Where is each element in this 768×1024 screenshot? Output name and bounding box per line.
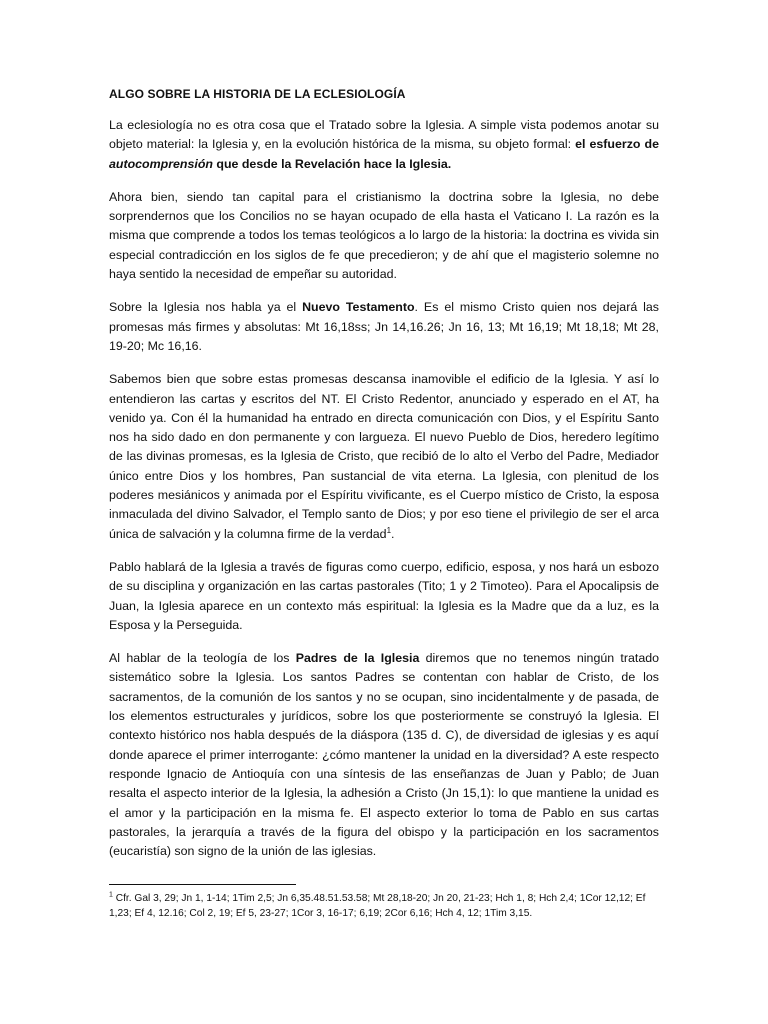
footnote xyxy=(109,891,659,921)
paragraph-3-text-start: Sobre la Iglesia nos habla ya el xyxy=(109,300,303,315)
paragraph-1-bold-start: el esfuerzo de xyxy=(575,137,659,152)
footnote-divider xyxy=(109,884,296,885)
paragraph-6-bold: Padres de la Iglesia xyxy=(295,651,420,666)
paragraph-4 xyxy=(109,370,659,544)
footnote-text: Cfr. Gal 3, 29; Jn 1, 1-14; 1Tim 2,5; Jn 6,35.48.51.53.58; Mt 28,18-20; Jn 20, 21-23; Hch 1, 8; Hch 2,4; 1Cor 12,12; Ef 1,23; Ef 4, 12.16; Col 2, 19; Ef 5, 23-27; 1Cor 3, 16-17; 6,19; 2Cor 6,16; Hch 4, 12; 1Tim 3,15. xyxy=(109,893,646,919)
paragraph-4-end: . xyxy=(391,526,395,541)
paragraph-5: Pablo hablará de la Iglesia a través de figuras como cuerpo, edificio, esposa, y nos hará un esbozo de su disciplina y organización en las cartas pastorales (Tito; 1 y 2 Timoteo). Para el Apocalipsis de Juan, la Iglesia aparece en un contexto más espiritual: la Iglesia es la Madre que da a luz, es la Esposa y la Perseguida. xyxy=(109,559,659,632)
paragraph-6-text-start: Al hablar de la teología de los xyxy=(109,651,296,666)
paragraph-1-bold-italic: autocomprensión xyxy=(109,156,213,171)
paragraph-3-bold: Nuevo Testamento xyxy=(302,300,415,315)
document-title: ALGO SOBRE LA HISTORIA DE LA ECLESIOLOGÍA xyxy=(109,87,406,101)
paragraph-1-text: La eclesiología no es otra cosa que el Tratado sobre la Iglesia. A simple vista podemos anotar su objeto material: la Iglesia y, en la evolución histórica de la misma, su objeto formal: xyxy=(109,118,659,152)
footnote-reference[interactable]: 1 xyxy=(386,525,392,535)
paragraph-1 xyxy=(109,116,659,174)
paragraph-6-text-end: diremos que no tenemos ningún tratado sistemático sobre la Iglesia. Los santos Padres se contentan con hablar de Cristo, de los sacramentos, de la comunión de los santos y no se ocupan, sino incidentalmente y de pasada, de los elementos estructurales y jurídicos, sobre los que posteriormente se construyó la Iglesia. El contexto histórico nos habla después de la diáspora (135 d. C), de diversidad de iglesias y es aquí donde aparece el primer interrogante: ¿cómo mantener la unidad en la diversidad? A este respecto responde Ignacio de Antioquía con una síntesis de las enseñanzas de Juan y Pablo; de Juan resalta el aspecto interior de la Iglesia, la adhesión a Cristo (Jn 15,1): lo que mantiene la unidad es el amor y la participación en la misma fe. El aspecto exterior lo toma de Pablo en sus cartas pastorales, la jerarquía a través de la figura del obispo y la participación en los sacramentos (eucaristía) son signo de la unión de las iglesias. xyxy=(109,651,659,859)
paragraph-4-text: Sabemos bien que sobre estas promesas descansa inamovible el edificio de la Iglesia. Y así lo entendieron las cartas y escritos del NT. El Cristo Redentor, anunciado y esperado en el AT, ha venido ya. Con él la humanidad ha entrado en directa comunicación con Dios, y el Espíritu Santo nos ha sido dado en don permanente y con largueza. El nuevo Pueblo de Dios, heredero legítimo de las divinas promesas, es la Iglesia de Cristo, que recibió de lo alto el Verbo del Padre, Mediador único entre Dios y los hombres, Pan sustancial de vita eterna. La Iglesia, con plenitud de los poderes mesiánicos y animada por el Espíritu vivificante, es el Cuerpo místico de Cristo, la esposa inmaculada del divino Salvador, el Templo santo de Dios; y por eso tiene el privilegio de ser el arca única de salvación y la columna firme de la verdad xyxy=(109,372,659,541)
paragraph-6 xyxy=(109,649,659,861)
paragraph-1-bold-end: que desde la Revelación hace la Iglesia. xyxy=(212,156,452,171)
paragraph-3-text-end: . Es el mismo Cristo quien nos dejará las promesas más firmes y absolutas: Mt 16,18ss; Jn 14,16.26; Jn 16, 13; Mt 16,19; Mt 18,18; Mt 28, 19-20; Mc 16,16. xyxy=(109,300,659,353)
paragraph-3 xyxy=(109,298,659,356)
paragraph-2: Ahora bien, siendo tan capital para el cristianismo la doctrina sobre la Iglesia, no debe sorprendernos que los Concilios no se hayan ocupado de ella hasta el Vaticano I. La razón es la misma que comprende a todos los temas teológicos a lo largo de la historia: la doctrina es vivida sin especial contradicción en los siglos de fe que precedieron; y de ahí que el magisterio solemne no haya sentido la necesidad de empeñar su autoridad. xyxy=(109,189,659,282)
footnote-number: 1 xyxy=(109,891,113,899)
document-body xyxy=(109,86,659,875)
